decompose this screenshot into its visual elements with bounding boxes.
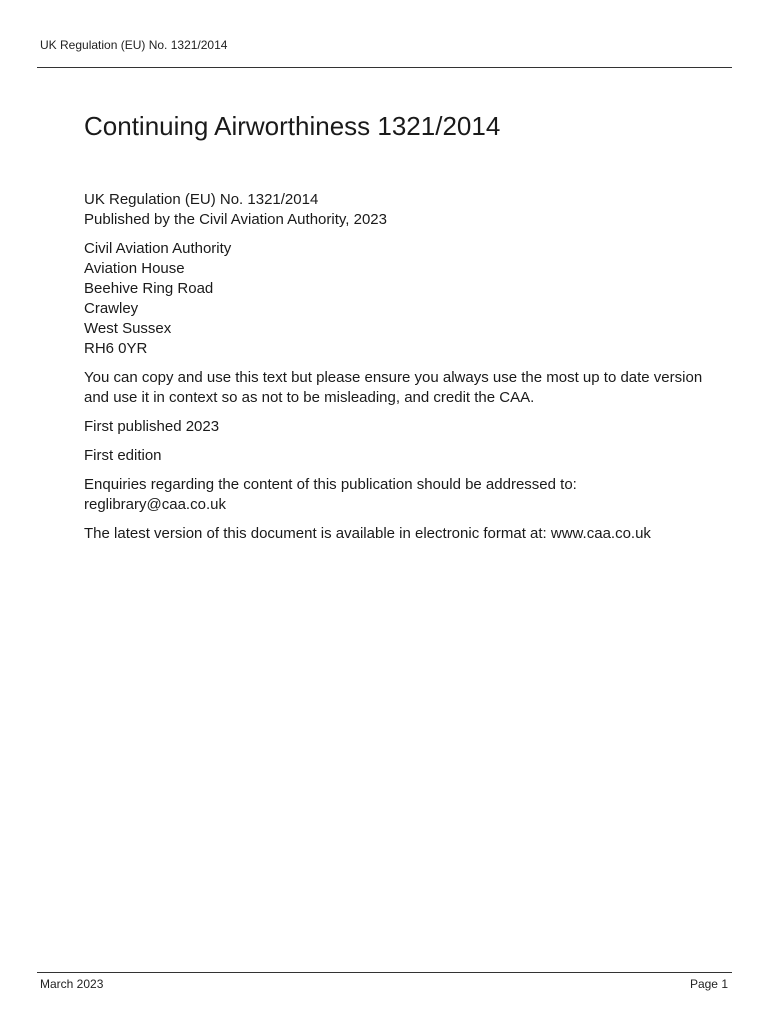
running-header: UK Regulation (EU) No. 1321/2014: [40, 38, 228, 52]
enquiries-text: Enquiries regarding the content of this publication should be addressed to:: [84, 476, 577, 493]
enquiries-email: reglibrary@caa.co.uk: [84, 496, 226, 513]
regulation-line: UK Regulation (EU) No. 1321/2014: [84, 191, 319, 208]
edition: First edition: [84, 447, 162, 464]
address-line: Civil Aviation Authority: [84, 240, 232, 257]
address-line: Crawley: [84, 300, 139, 317]
address-line: Beehive Ring Road: [84, 280, 214, 297]
first-published: First published 2023: [84, 418, 220, 435]
address-line: RH6 0YR: [84, 340, 148, 357]
address-block: [84, 239, 724, 359]
latest-version-notice: The latest version of this document is available in electronic format at: www.caa.co.uk: [84, 525, 651, 542]
address-line: West Sussex: [84, 320, 172, 337]
document-title: Continuing Airworthiness 1321/2014: [84, 111, 501, 141]
footer-page-number: Page 1: [689, 977, 728, 991]
enquiries-block: [84, 475, 724, 515]
published-by: Published by the Civil Aviation Authority, 2023: [84, 211, 387, 228]
copy-notice: You can copy and use this text but please ensure you always use the most up to date version and use it in context so as not to be misleading, and credit the CAA.: [84, 369, 703, 406]
document-body: [84, 190, 724, 553]
header-divider: [37, 67, 732, 68]
footer-date: March 2023: [40, 977, 104, 991]
address-line: Aviation House: [84, 260, 185, 277]
publication-info: [84, 190, 724, 230]
footer-divider: [37, 972, 732, 973]
